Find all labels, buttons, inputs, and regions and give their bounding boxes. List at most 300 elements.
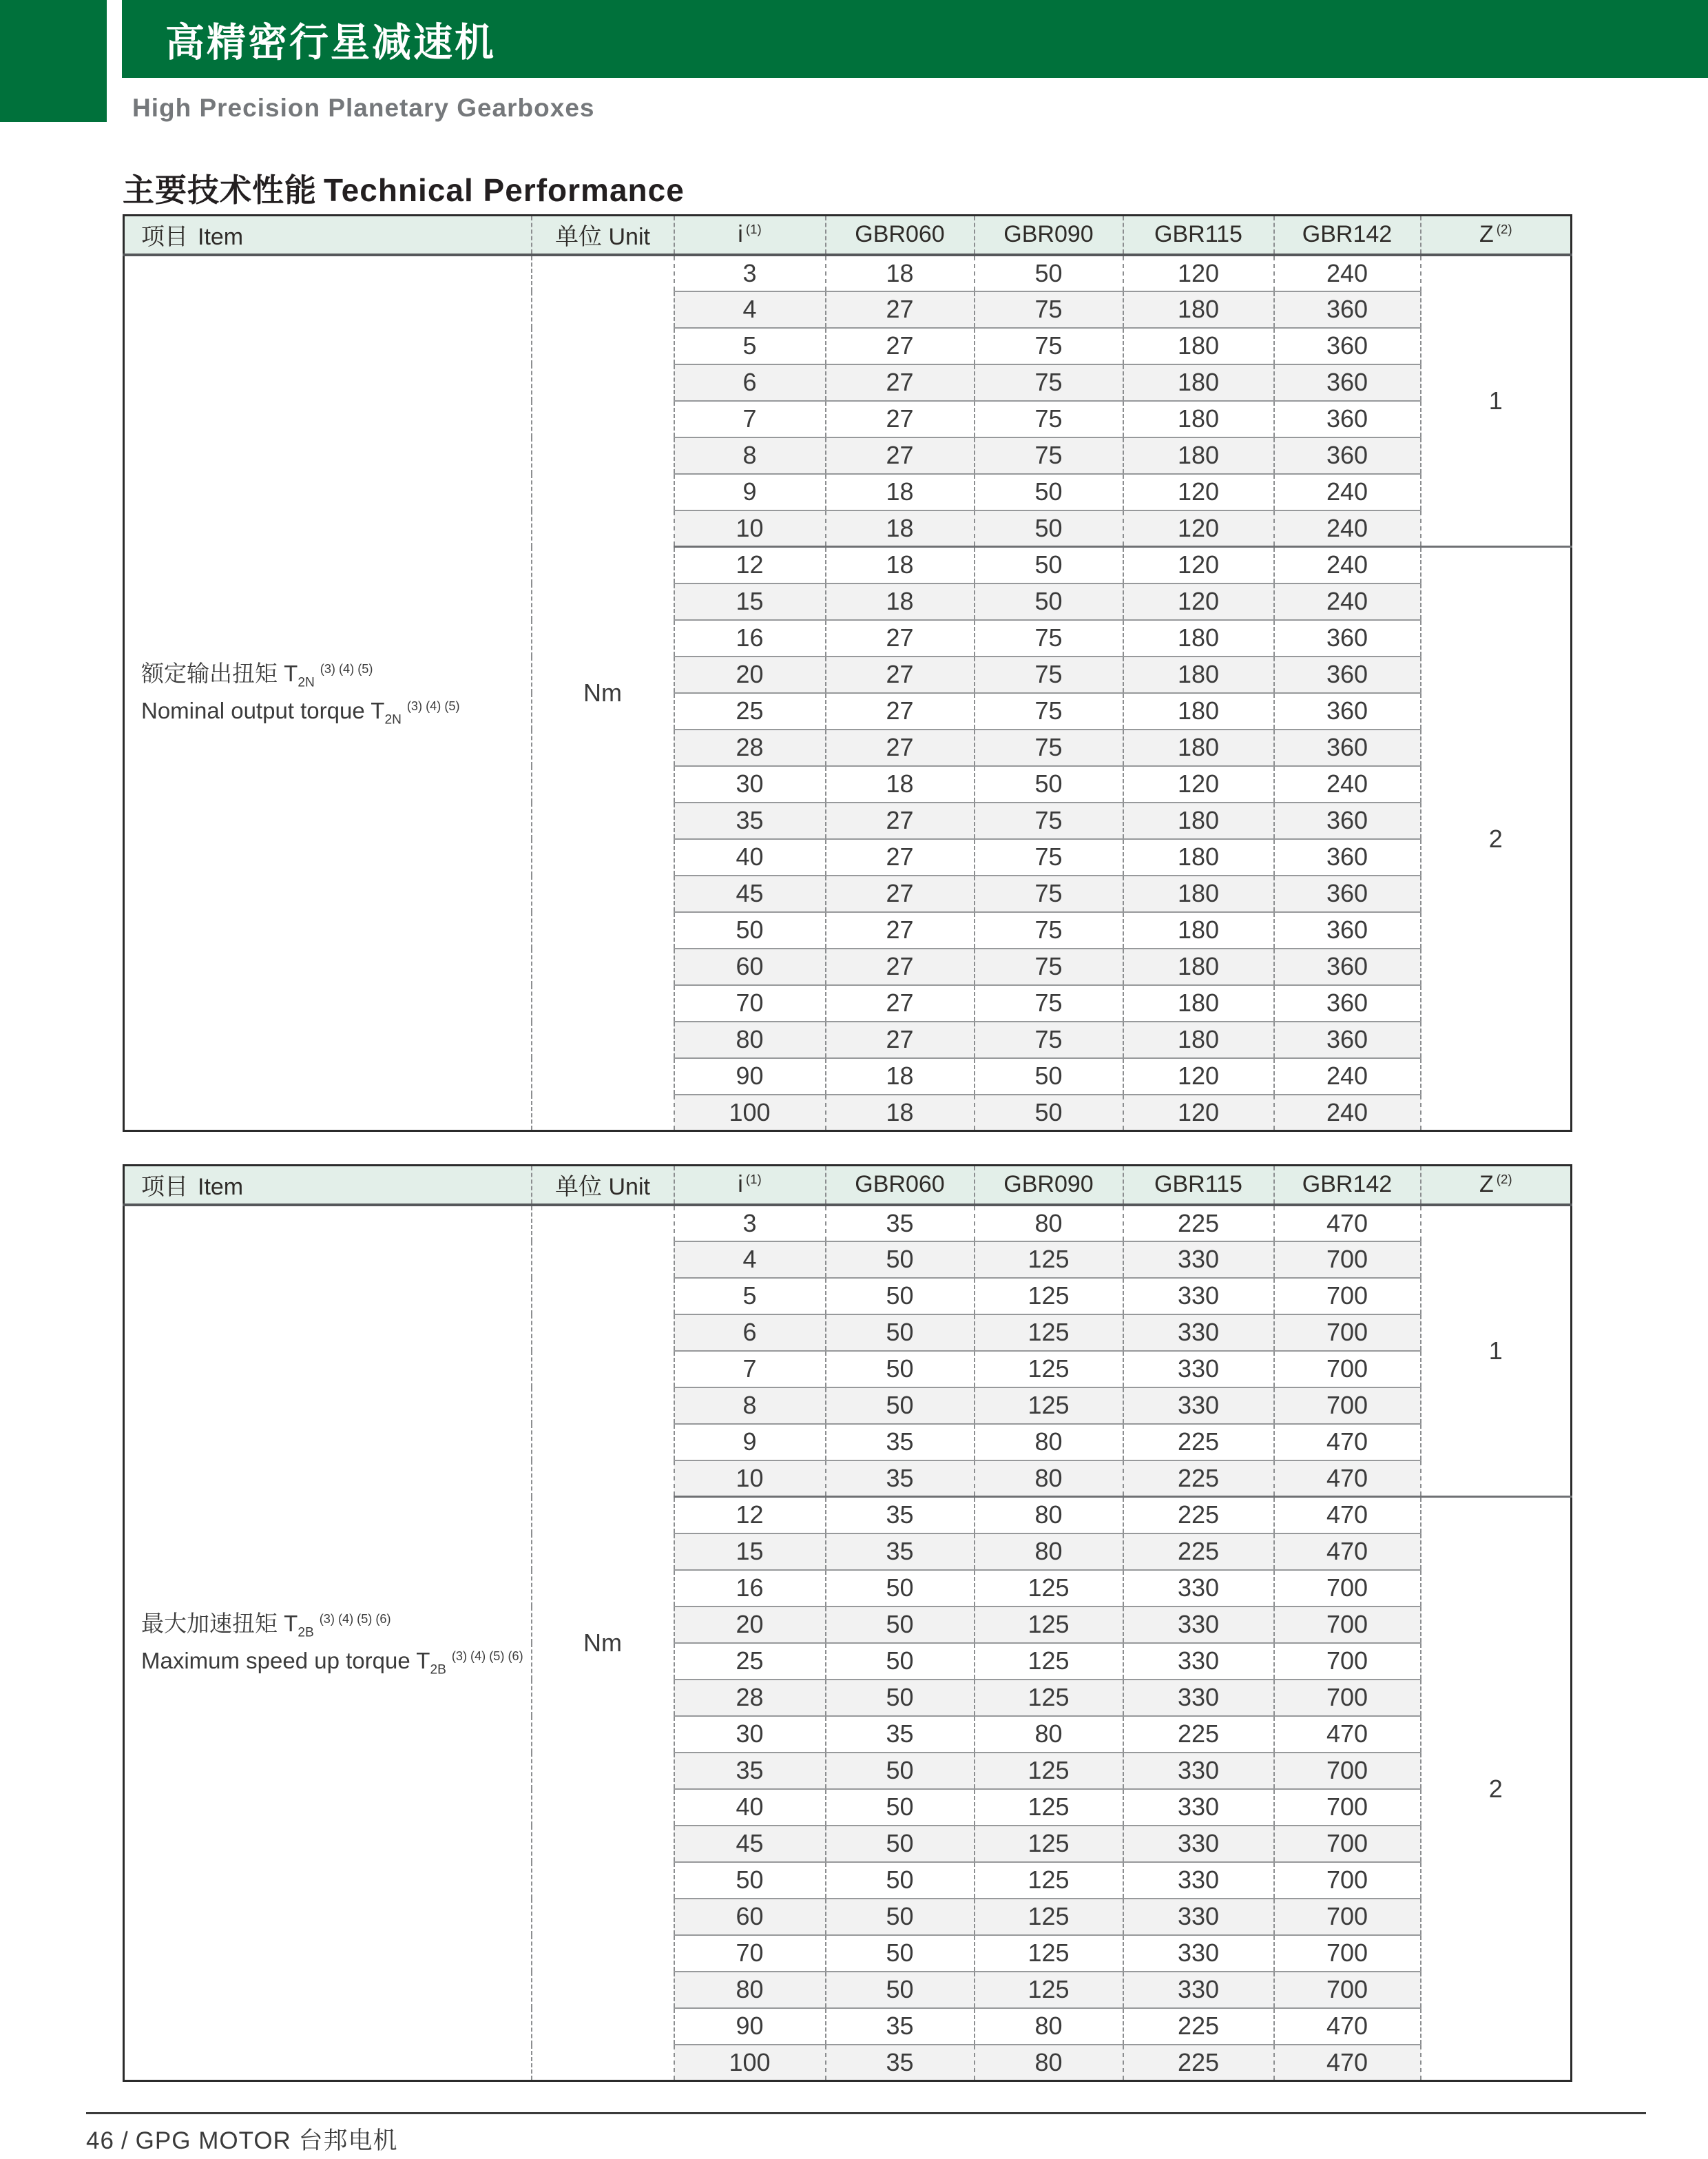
torque-value-cell: 125 <box>975 1753 1123 1789</box>
torque-value-cell: 80 <box>975 1460 1123 1497</box>
ratio-cell: 80 <box>674 1972 826 2008</box>
ratio-cell: 3 <box>674 1205 826 1241</box>
ratio-cell: 25 <box>674 693 826 730</box>
torque-value-cell: 75 <box>975 803 1123 839</box>
item-label-text: 额定输出扭矩 T <box>141 660 298 686</box>
table-body <box>124 1205 1572 2081</box>
item-label-text: Nominal output torque T <box>141 697 385 723</box>
torque-value-cell: 27 <box>826 985 975 1022</box>
torque-value-cell: 125 <box>975 1387 1123 1424</box>
torque-value-cell: 240 <box>1274 1095 1421 1131</box>
torque-value-cell: 125 <box>975 1278 1123 1314</box>
torque-value-cell: 75 <box>975 912 1123 949</box>
torque-value-cell: 120 <box>1123 474 1274 510</box>
torque-value-cell: 35 <box>826 2008 975 2045</box>
ratio-cell: 100 <box>674 2045 826 2081</box>
torque-value-cell: 50 <box>826 1899 975 1935</box>
torque-value-cell: 360 <box>1274 949 1421 985</box>
ratio-cell: 35 <box>674 1753 826 1789</box>
torque-value-cell: 125 <box>975 1570 1123 1607</box>
torque-value-cell: 470 <box>1274 2045 1421 2081</box>
table-row <box>124 255 1572 291</box>
torque-value-cell: 125 <box>975 1314 1123 1351</box>
section-heading-cn: 主要技术性能 <box>123 172 317 208</box>
torque-value-cell: 50 <box>826 1826 975 1862</box>
torque-value-cell: 240 <box>1274 547 1421 583</box>
ratio-cell: 30 <box>674 766 826 803</box>
torque-value-cell: 470 <box>1274 1497 1421 1533</box>
torque-value-cell: 330 <box>1123 1862 1274 1899</box>
torque-value-cell: 125 <box>975 1862 1123 1899</box>
ratio-cell: 28 <box>674 1680 826 1716</box>
torque-value-cell: 700 <box>1274 1899 1421 1935</box>
torque-value-cell: 125 <box>975 1789 1123 1826</box>
torque-value-cell: 75 <box>975 985 1123 1022</box>
item-label-cn <box>141 656 531 693</box>
col-header-item: 项目 Item <box>124 216 532 255</box>
torque-value-cell: 470 <box>1274 1460 1421 1497</box>
torque-value-cell: 50 <box>826 1680 975 1716</box>
torque-value-cell: 700 <box>1274 1570 1421 1607</box>
torque-value-cell: 470 <box>1274 1205 1421 1241</box>
stages-cell: 2 <box>1421 547 1572 1131</box>
ratio-cell: 5 <box>674 328 826 364</box>
torque-value-cell: 27 <box>826 1022 975 1058</box>
torque-value-cell: 360 <box>1274 803 1421 839</box>
torque-value-cell: 360 <box>1274 620 1421 657</box>
stages-cell: 2 <box>1421 1497 1572 2081</box>
torque-value-cell: 360 <box>1274 437 1421 474</box>
col-header-gbr090: GBR090 <box>975 1166 1123 1205</box>
torque-value-cell: 360 <box>1274 291 1421 328</box>
torque-value-cell: 180 <box>1123 291 1274 328</box>
col-header-item: 项目 Item <box>124 1166 532 1205</box>
torque-value-cell: 120 <box>1123 547 1274 583</box>
torque-value-cell: 50 <box>826 1789 975 1826</box>
torque-value-cell: 50 <box>975 1095 1123 1131</box>
torque-value-cell: 50 <box>826 1351 975 1387</box>
torque-value-cell: 470 <box>1274 1533 1421 1570</box>
torque-value-cell: 125 <box>975 1680 1123 1716</box>
torque-value-cell: 50 <box>826 1753 975 1789</box>
torque-value-cell: 700 <box>1274 1241 1421 1278</box>
torque-value-cell: 225 <box>1123 1205 1274 1241</box>
ratio-cell: 6 <box>674 1314 826 1351</box>
torque-value-cell: 27 <box>826 291 975 328</box>
ratio-cell: 90 <box>674 2008 826 2045</box>
torque-value-cell: 50 <box>826 1972 975 2008</box>
torque-value-cell: 180 <box>1123 1022 1274 1058</box>
torque-value-cell: 700 <box>1274 1607 1421 1643</box>
torque-value-cell: 35 <box>826 1205 975 1241</box>
torque-value-cell: 50 <box>826 1643 975 1680</box>
torque-value-cell: 330 <box>1123 1643 1274 1680</box>
torque-value-cell: 27 <box>826 803 975 839</box>
ratio-cell: 80 <box>674 1022 826 1058</box>
item-label-subscript: 2N <box>384 712 402 727</box>
torque-value-cell: 80 <box>975 1497 1123 1533</box>
unit-cell: Nm <box>532 1205 674 2081</box>
torque-value-cell: 330 <box>1123 1680 1274 1716</box>
maximum-speedup-torque-table <box>123 1164 1572 2082</box>
torque-value-cell: 180 <box>1123 657 1274 693</box>
torque-value-cell: 50 <box>826 1278 975 1314</box>
torque-value-cell: 700 <box>1274 1351 1421 1387</box>
torque-value-cell: 225 <box>1123 1716 1274 1753</box>
torque-value-cell: 330 <box>1123 1899 1274 1935</box>
torque-value-cell: 120 <box>1123 1058 1274 1095</box>
col-header-gbr142: GBR142 <box>1274 1166 1421 1205</box>
torque-value-cell: 75 <box>975 291 1123 328</box>
torque-value-cell: 330 <box>1123 1972 1274 2008</box>
ratio-cell: 70 <box>674 1935 826 1972</box>
torque-value-cell: 80 <box>975 1205 1123 1241</box>
torque-value-cell: 470 <box>1274 1424 1421 1460</box>
torque-value-cell: 75 <box>975 949 1123 985</box>
torque-value-cell: 700 <box>1274 1789 1421 1826</box>
ratio-cell: 15 <box>674 1533 826 1570</box>
section-heading-en: Technical Performance <box>324 172 685 208</box>
unit-cell: Nm <box>532 255 674 1131</box>
col-header-unit: 单位 Unit <box>532 1166 674 1205</box>
torque-value-cell: 50 <box>975 766 1123 803</box>
torque-value-cell: 225 <box>1123 1424 1274 1460</box>
torque-value-cell: 120 <box>1123 510 1274 547</box>
torque-value-cell: 27 <box>826 839 975 876</box>
ratio-cell: 7 <box>674 1351 826 1387</box>
table-header-row <box>124 1166 1572 1205</box>
maximum-speedup-torque-table-wrap <box>123 1164 1572 2082</box>
torque-value-cell: 180 <box>1123 620 1274 657</box>
torque-value-cell: 80 <box>975 1424 1123 1460</box>
page-header-band <box>122 0 1708 78</box>
ratio-cell: 6 <box>674 364 826 401</box>
torque-value-cell: 330 <box>1123 1789 1274 1826</box>
ratio-cell: 90 <box>674 1058 826 1095</box>
torque-value-cell: 75 <box>975 401 1123 437</box>
torque-value-cell: 360 <box>1274 876 1421 912</box>
torque-value-cell: 180 <box>1123 912 1274 949</box>
table-body <box>124 255 1572 1131</box>
torque-value-cell: 125 <box>975 1241 1123 1278</box>
stages-cell: 1 <box>1421 1205 1572 1497</box>
ratio-cell: 4 <box>674 291 826 328</box>
torque-value-cell: 125 <box>975 1607 1123 1643</box>
torque-value-cell: 125 <box>975 1826 1123 1862</box>
torque-value-cell: 330 <box>1123 1278 1274 1314</box>
item-label-cell <box>124 255 532 1131</box>
torque-value-cell: 35 <box>826 2045 975 2081</box>
torque-value-cell: 240 <box>1274 583 1421 620</box>
table-row <box>124 1205 1572 1241</box>
item-label-footnote-refs: (3) (4) (5) (6) <box>451 1649 523 1663</box>
torque-value-cell: 27 <box>826 401 975 437</box>
torque-value-cell: 50 <box>826 1241 975 1278</box>
torque-value-cell: 50 <box>975 547 1123 583</box>
torque-value-cell: 700 <box>1274 1680 1421 1716</box>
torque-value-cell: 27 <box>826 364 975 401</box>
ratio-cell: 35 <box>674 803 826 839</box>
torque-value-cell: 50 <box>975 583 1123 620</box>
col-header-stages: Z $^{(2)}$ <box>1421 216 1572 255</box>
torque-value-cell: 125 <box>975 1972 1123 2008</box>
col-header-gbr115: GBR115 <box>1123 216 1274 255</box>
torque-value-cell: 27 <box>826 693 975 730</box>
torque-value-cell: 360 <box>1274 364 1421 401</box>
torque-value-cell: 125 <box>975 1935 1123 1972</box>
ratio-cell: 12 <box>674 1497 826 1533</box>
footer <box>86 2122 405 2156</box>
torque-value-cell: 80 <box>975 1533 1123 1570</box>
torque-value-cell: 18 <box>826 1058 975 1095</box>
ratio-cell: 45 <box>674 1826 826 1862</box>
torque-value-cell: 240 <box>1274 1058 1421 1095</box>
torque-value-cell: 50 <box>826 1387 975 1424</box>
item-label-subscript: 2B <box>298 1625 314 1640</box>
torque-value-cell: 75 <box>975 839 1123 876</box>
torque-value-cell: 50 <box>826 1314 975 1351</box>
ratio-cell: 7 <box>674 401 826 437</box>
torque-value-cell: 180 <box>1123 803 1274 839</box>
torque-value-cell: 120 <box>1123 766 1274 803</box>
torque-value-cell: 700 <box>1274 1643 1421 1680</box>
torque-value-cell: 360 <box>1274 839 1421 876</box>
torque-value-cell: 50 <box>826 1607 975 1643</box>
torque-value-cell: 27 <box>826 328 975 364</box>
torque-value-cell: 470 <box>1274 2008 1421 2045</box>
col-header-ratio: i $^{(1)}$ <box>674 216 826 255</box>
section-heading <box>123 165 685 211</box>
torque-value-cell: 27 <box>826 876 975 912</box>
torque-value-cell: 35 <box>826 1716 975 1753</box>
torque-value-cell: 75 <box>975 657 1123 693</box>
col-header-gbr060: GBR060 <box>826 1166 975 1205</box>
torque-value-cell: 225 <box>1123 1460 1274 1497</box>
torque-value-cell: 80 <box>975 2045 1123 2081</box>
torque-value-cell: 360 <box>1274 730 1421 766</box>
torque-value-cell: 18 <box>826 474 975 510</box>
torque-value-cell: 18 <box>826 547 975 583</box>
torque-value-cell: 75 <box>975 1022 1123 1058</box>
page-title: 高精密行星减速机 <box>165 20 496 65</box>
torque-value-cell: 180 <box>1123 730 1274 766</box>
torque-value-cell: 330 <box>1123 1387 1274 1424</box>
torque-value-cell: 18 <box>826 1095 975 1131</box>
torque-value-cell: 125 <box>975 1643 1123 1680</box>
ratio-cell: 50 <box>674 1862 826 1899</box>
ratio-cell: 10 <box>674 1460 826 1497</box>
torque-value-cell: 225 <box>1123 1533 1274 1570</box>
torque-value-cell: 50 <box>826 1570 975 1607</box>
torque-value-cell: 700 <box>1274 1387 1421 1424</box>
torque-value-cell: 18 <box>826 583 975 620</box>
ratio-cell: 8 <box>674 1387 826 1424</box>
col-header-gbr090: GBR090 <box>975 216 1123 255</box>
torque-value-cell: 75 <box>975 437 1123 474</box>
torque-value-cell: 75 <box>975 620 1123 657</box>
nominal-output-torque-table-wrap <box>123 214 1572 1132</box>
torque-value-cell: 330 <box>1123 1753 1274 1789</box>
torque-value-cell: 700 <box>1274 1972 1421 2008</box>
item-label-en <box>141 693 531 730</box>
footer-brand: GPG MOTOR 台邦电机 <box>135 2127 398 2154</box>
page-subtitle: High Precision Planetary Gearboxes <box>132 94 595 122</box>
torque-value-cell: 700 <box>1274 1278 1421 1314</box>
item-label-en <box>141 1643 531 1680</box>
torque-value-cell: 27 <box>826 437 975 474</box>
page-number: 46 <box>86 2127 114 2154</box>
torque-value-cell: 360 <box>1274 1022 1421 1058</box>
torque-value-cell: 240 <box>1274 474 1421 510</box>
torque-value-cell: 225 <box>1123 2008 1274 2045</box>
torque-value-cell: 27 <box>826 620 975 657</box>
ratio-cell: 9 <box>674 474 826 510</box>
col-header-gbr060: GBR060 <box>826 216 975 255</box>
table-header-row <box>124 216 1572 255</box>
torque-value-cell: 75 <box>975 730 1123 766</box>
torque-value-cell: 75 <box>975 364 1123 401</box>
ratio-cell: 10 <box>674 510 826 547</box>
torque-value-cell: 50 <box>975 255 1123 291</box>
torque-value-cell: 360 <box>1274 401 1421 437</box>
torque-value-cell: 470 <box>1274 1716 1421 1753</box>
torque-value-cell: 225 <box>1123 2045 1274 2081</box>
ratio-cell: 16 <box>674 1570 826 1607</box>
torque-value-cell: 35 <box>826 1497 975 1533</box>
torque-value-cell: 18 <box>826 255 975 291</box>
torque-value-cell: 180 <box>1123 839 1274 876</box>
item-label-subscript: 2N <box>298 675 315 690</box>
footer-rule <box>86 2112 1646 2114</box>
stages-cell: 1 <box>1421 255 1572 547</box>
torque-value-cell: 50 <box>826 1935 975 1972</box>
item-label-text: 最大加速扭矩 T <box>141 1610 298 1636</box>
torque-value-cell: 330 <box>1123 1314 1274 1351</box>
torque-value-cell: 35 <box>826 1533 975 1570</box>
torque-value-cell: 125 <box>975 1899 1123 1935</box>
torque-value-cell: 180 <box>1123 437 1274 474</box>
ratio-cell: 20 <box>674 1607 826 1643</box>
ratio-cell: 8 <box>674 437 826 474</box>
torque-value-cell: 330 <box>1123 1351 1274 1387</box>
torque-value-cell: 80 <box>975 1716 1123 1753</box>
torque-value-cell: 360 <box>1274 693 1421 730</box>
torque-value-cell: 360 <box>1274 985 1421 1022</box>
torque-value-cell: 180 <box>1123 401 1274 437</box>
torque-value-cell: 700 <box>1274 1753 1421 1789</box>
ratio-cell: 60 <box>674 1899 826 1935</box>
item-label-cell <box>124 1205 532 2081</box>
torque-value-cell: 330 <box>1123 1607 1274 1643</box>
torque-value-cell: 330 <box>1123 1241 1274 1278</box>
torque-value-cell: 50 <box>975 1058 1123 1095</box>
torque-value-cell: 180 <box>1123 949 1274 985</box>
torque-value-cell: 360 <box>1274 657 1421 693</box>
item-label-footnote-refs: (3) (4) (5) (6) <box>319 1611 391 1626</box>
ratio-cell: 100 <box>674 1095 826 1131</box>
torque-value-cell: 80 <box>975 2008 1123 2045</box>
torque-value-cell: 330 <box>1123 1826 1274 1862</box>
ratio-cell: 28 <box>674 730 826 766</box>
torque-value-cell: 27 <box>826 657 975 693</box>
ratio-cell: 9 <box>674 1424 826 1460</box>
torque-value-cell: 700 <box>1274 1862 1421 1899</box>
ratio-cell: 70 <box>674 985 826 1022</box>
torque-value-cell: 700 <box>1274 1826 1421 1862</box>
footer-separator: / <box>121 2127 129 2154</box>
col-header-stages: Z $^{(2)}$ <box>1421 1166 1572 1205</box>
col-header-unit: 单位 Unit <box>532 216 674 255</box>
col-header-gbr142: GBR142 <box>1274 216 1421 255</box>
ratio-cell: 50 <box>674 912 826 949</box>
item-label-footnote-refs: (3) (4) (5) <box>406 699 460 713</box>
item-label-cn <box>141 1606 531 1643</box>
ratio-cell: 15 <box>674 583 826 620</box>
torque-value-cell: 180 <box>1123 985 1274 1022</box>
torque-value-cell: 75 <box>975 328 1123 364</box>
ratio-cell: 5 <box>674 1278 826 1314</box>
torque-value-cell: 225 <box>1123 1497 1274 1533</box>
torque-value-cell: 50 <box>975 510 1123 547</box>
item-label-text: Maximum speed up torque T <box>141 1647 430 1673</box>
torque-value-cell: 240 <box>1274 255 1421 291</box>
ratio-cell: 60 <box>674 949 826 985</box>
torque-value-cell: 240 <box>1274 766 1421 803</box>
torque-value-cell: 360 <box>1274 328 1421 364</box>
col-header-ratio: i $^{(1)}$ <box>674 1166 826 1205</box>
torque-value-cell: 180 <box>1123 693 1274 730</box>
torque-value-cell: 50 <box>826 1862 975 1899</box>
brand-corner-block <box>0 0 107 122</box>
torque-value-cell: 180 <box>1123 328 1274 364</box>
torque-value-cell: 700 <box>1274 1314 1421 1351</box>
ratio-cell: 45 <box>674 876 826 912</box>
ratio-cell: 12 <box>674 547 826 583</box>
torque-value-cell: 27 <box>826 949 975 985</box>
torque-value-cell: 35 <box>826 1424 975 1460</box>
torque-value-cell: 18 <box>826 766 975 803</box>
nominal-output-torque-table <box>123 214 1572 1132</box>
ratio-cell: 30 <box>674 1716 826 1753</box>
ratio-cell: 16 <box>674 620 826 657</box>
col-header-gbr115: GBR115 <box>1123 1166 1274 1205</box>
item-label-subscript: 2B <box>430 1662 446 1677</box>
ratio-cell: 20 <box>674 657 826 693</box>
torque-value-cell: 27 <box>826 912 975 949</box>
torque-value-cell: 180 <box>1123 876 1274 912</box>
torque-value-cell: 75 <box>975 876 1123 912</box>
item-label-footnote-refs: (3) (4) (5) <box>320 661 373 676</box>
ratio-cell: 25 <box>674 1643 826 1680</box>
ratio-cell: 40 <box>674 1789 826 1826</box>
torque-value-cell: 120 <box>1123 255 1274 291</box>
torque-value-cell: 18 <box>826 510 975 547</box>
ratio-cell: 3 <box>674 255 826 291</box>
torque-value-cell: 240 <box>1274 510 1421 547</box>
torque-value-cell: 35 <box>826 1460 975 1497</box>
ratio-cell: 4 <box>674 1241 826 1278</box>
torque-value-cell: 360 <box>1274 912 1421 949</box>
torque-value-cell: 120 <box>1123 583 1274 620</box>
torque-value-cell: 27 <box>826 730 975 766</box>
torque-value-cell: 700 <box>1274 1935 1421 1972</box>
torque-value-cell: 330 <box>1123 1570 1274 1607</box>
torque-value-cell: 330 <box>1123 1935 1274 1972</box>
ratio-cell: 40 <box>674 839 826 876</box>
torque-value-cell: 120 <box>1123 1095 1274 1131</box>
torque-value-cell: 125 <box>975 1351 1123 1387</box>
torque-value-cell: 50 <box>975 474 1123 510</box>
